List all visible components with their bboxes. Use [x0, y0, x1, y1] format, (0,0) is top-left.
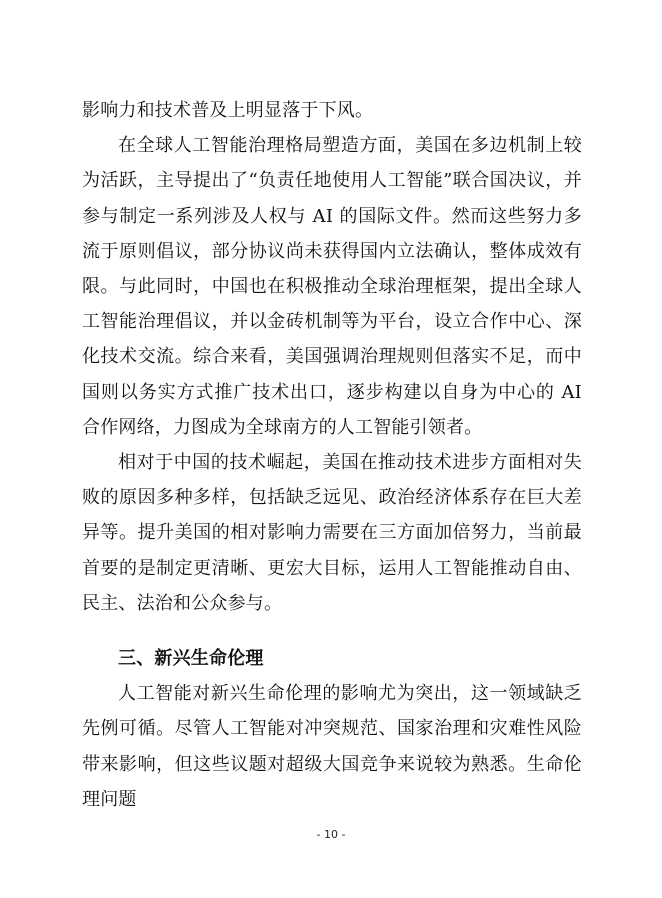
paragraph-us-influence: 相对于中国的技术崛起，美国在推动技术进步方面相对失败的原因多种多样，包括缺乏远见、政治经济体系存在巨大差异等。提升美国的相对影响力需要在三方面加倍努力，当前最首要的是制定更清晰、更宏大目标，运用人工智能推动自由、民主、法治和公众参与。 [82, 452, 582, 614]
document-body [82, 93, 582, 817]
page-number: - 10 - [316, 828, 346, 841]
paragraph-continuation: 影响力和技术普及上明显落于下风。 [82, 100, 374, 121]
paragraph-global-governance: 在全球人工智能治理格局塑造方面，美国在多边机制上较为活跃，主导提出了“负责任地使用人工智能”联合国决议，并参与制定一系列涉及人权与 AI 的国际文件。然而这些努力多流于原则倡议，部分协议尚未获得国内立法确认，整体成效有限。与此同时，中国也在积极推动全球治理框架，提出全球人工智能治理倡议，并以金砖机制等为平台，设立合作中心、深化技术交流。综合来看，美国强调治理规则但落实不足，而中国则以务实方式推广技术出口，逐步构建以自身为中心的 AI 合作网络，力图成为全球南方的人工智能引领者。 [82, 135, 582, 438]
paragraph-bioethics: 人工智能对新兴生命伦理的影响尤为突出，这一领域缺乏先例可循。尽管人工智能对冲突规范、国家治理和灾难性风险带来影响，但这些议题对超级大国竞争来说较为熟悉。生命伦理问题 [82, 683, 582, 810]
section-heading: 三、新兴生命伦理 [118, 648, 264, 670]
